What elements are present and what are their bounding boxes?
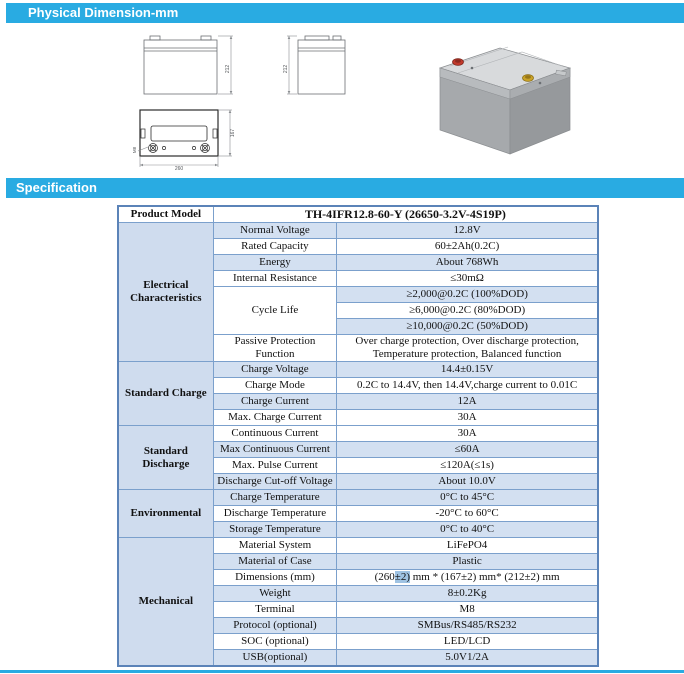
spec-row: [118, 426, 598, 442]
spec-category-electrical: Electrical Characteristics: [118, 223, 213, 362]
spec-label-cycle-life: Cycle Life: [213, 287, 337, 335]
spec-label: Protocol (optional): [213, 618, 337, 634]
product-model-label: Product Model: [118, 206, 213, 223]
front-height-dimension: [218, 36, 233, 94]
spec-label: USB(optional): [213, 650, 337, 667]
side-lid-nub: [305, 36, 329, 40]
battery-screw-left: [471, 67, 474, 70]
spec-label: Weight: [213, 586, 337, 602]
spec-table: [117, 205, 599, 667]
spec-value: LiFePO4: [337, 538, 598, 554]
product-model-row: [118, 206, 598, 223]
spec-label: Terminal: [213, 602, 337, 618]
spec-value: -20°C to 60°C: [337, 506, 598, 522]
spec-row: [118, 223, 598, 239]
top-depth-label: 167: [230, 128, 236, 138]
spec-label: Rated Capacity: [213, 239, 337, 255]
spec-category-mechanical: Mechanical: [118, 538, 213, 667]
spec-category-environmental: Environmental: [118, 490, 213, 538]
spec-label: Storage Temperature: [213, 522, 337, 538]
battery-terminal-positive-top: [455, 59, 461, 63]
spec-label: Normal Voltage: [213, 223, 337, 239]
spec-value: 14.4±0.15V: [337, 362, 598, 378]
top-width-label: 260: [174, 166, 184, 172]
spec-label: Max. Pulse Current: [213, 458, 337, 474]
spec-value: ≤30mΩ: [337, 271, 598, 287]
side-height-dimension: [283, 36, 297, 94]
side-height-label: 212: [283, 64, 289, 74]
spec-value: SMBus/RS485/RS232: [337, 618, 598, 634]
top-left-tab: [141, 129, 145, 138]
spec-value: M8: [337, 602, 598, 618]
spec-category-standard-charge: Standard Charge: [118, 362, 213, 426]
dimensions-suffix: mm * (167±2) mm* (212±2) mm: [410, 571, 560, 583]
spec-row: [118, 538, 598, 554]
top-depth-dimension: [219, 110, 236, 156]
spec-row: [118, 490, 598, 506]
spec-label: Material System: [213, 538, 337, 554]
spec-value: 30A: [337, 426, 598, 442]
battery-screw-right: [539, 82, 542, 85]
spec-label: Energy: [213, 255, 337, 271]
top-view-drawing: [132, 110, 236, 172]
spec-value: LED/LCD: [337, 634, 598, 650]
spec-value: 8±0.2Kg: [337, 586, 598, 602]
spec-label: Material of Case: [213, 554, 337, 570]
spec-label: Passive Protection Function: [213, 335, 337, 362]
spec-value: 0°C to 40°C: [337, 522, 598, 538]
top-width-dimension: [140, 157, 218, 172]
battery-3d-image: [440, 47, 570, 154]
spec-value: 5.0V1/2A: [337, 650, 598, 667]
front-terminal-left: [150, 36, 160, 40]
spec-label: Max. Charge Current: [213, 410, 337, 426]
spec-label: Internal Resistance: [213, 271, 337, 287]
spec-label: Max Continuous Current: [213, 442, 337, 458]
spec-label: SOC (optional): [213, 634, 337, 650]
spec-value: 0°C to 45°C: [337, 490, 598, 506]
spec-label: Dimensions (mm): [213, 570, 337, 586]
spec-value: Over charge protection, Over discharge protection, Temperature protection, Balanced function: [337, 335, 598, 362]
front-height-label: 212: [225, 64, 231, 74]
spec-value: About 10.0V: [337, 474, 598, 490]
spec-category-standard-discharge: Standard Discharge: [118, 426, 213, 490]
bottom-accent-rule: [0, 670, 684, 673]
spec-value: 12A: [337, 394, 598, 410]
spec-value: ≤60A: [337, 442, 598, 458]
spec-value: 60±2Ah(0.2C): [337, 239, 598, 255]
spec-value: 12.8V: [337, 223, 598, 239]
spec-value-dimensions: [337, 570, 598, 586]
top-positive-mark: [162, 146, 165, 149]
top-terminal-right: [201, 144, 210, 153]
product-model-value: TH-4IFR12.8-60-Y (26650-3.2V-4S19P): [213, 206, 598, 223]
spec-label: Charge Current: [213, 394, 337, 410]
spec-value: Plastic: [337, 554, 598, 570]
spec-label: Discharge Cut-off Voltage: [213, 474, 337, 490]
spec-value: 30A: [337, 410, 598, 426]
spec-label: Charge Voltage: [213, 362, 337, 378]
spec-label: Charge Mode: [213, 378, 337, 394]
terminal-label: M8: [132, 146, 137, 154]
spec-label: Discharge Temperature: [213, 506, 337, 522]
side-view-drawing: [283, 36, 345, 94]
front-view-drawing: [144, 36, 233, 94]
physical-dimension-drawings: [0, 26, 684, 176]
top-negative-mark: [192, 146, 195, 149]
spec-value: About 768Wh: [337, 255, 598, 271]
front-terminal-right: [201, 36, 211, 40]
spec-value: ≥2,000@0.2C (100%DOD): [337, 287, 598, 303]
specification-header: Specification: [6, 178, 684, 198]
spec-value: ≥10,000@0.2C (50%DOD): [337, 319, 598, 335]
physical-dimension-header: Physical Dimension-mm: [6, 3, 684, 23]
spec-value: ≥6,000@0.2C (80%DOD): [337, 303, 598, 319]
top-right-tab: [213, 129, 217, 138]
spec-label: Continuous Current: [213, 426, 337, 442]
spec-row: [118, 362, 598, 378]
spec-value: 0.2C to 14.4V, then 14.4V,charge current to 0.01C: [337, 378, 598, 394]
dimensions-highlight: ±2): [394, 571, 410, 583]
spec-label: Charge Temperature: [213, 490, 337, 506]
dimensions-prefix: (260: [374, 571, 395, 583]
top-handle-recess: [151, 126, 207, 141]
top-terminal-left: [149, 144, 158, 153]
battery-terminal-negative-top: [525, 75, 531, 79]
side-terminal-nub: [333, 36, 341, 40]
spec-value: ≤120A(≤1s): [337, 458, 598, 474]
